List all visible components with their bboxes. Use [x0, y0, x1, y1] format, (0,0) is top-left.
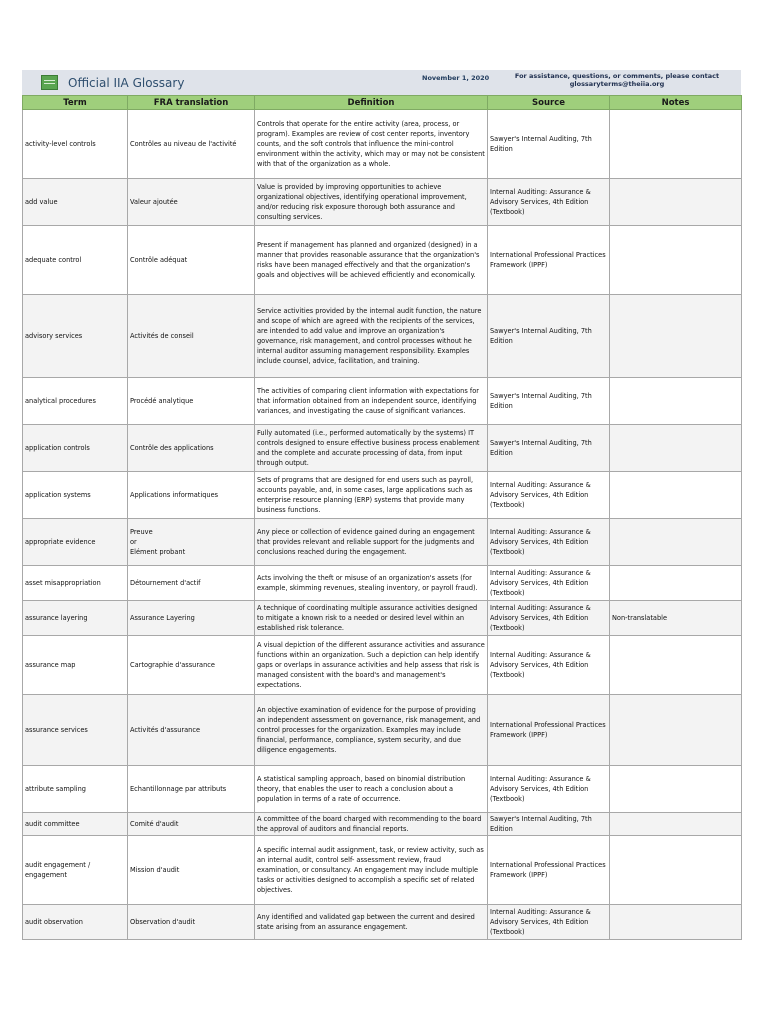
term-cell: analytical procedures: [23, 378, 128, 425]
contact-note: [492, 72, 742, 88]
definition-cell: Value is provided by improving opportunities to achieve organizational objectives, identifying operational improvement, and/or reducing risk exposure thorough both assurance and consulting services.: [255, 179, 488, 226]
fra-translation-cell: Contrôles au niveau de l'activité: [128, 110, 255, 179]
term-cell: audit engagement / engagement: [23, 836, 128, 905]
notes-cell: [610, 566, 742, 601]
source-cell: International Professional Practices Framework (IPPF): [488, 836, 610, 905]
notes-cell: [610, 766, 742, 813]
source-cell: Sawyer's Internal Auditing, 7th Edition: [488, 425, 610, 472]
document-date: November 1, 2020: [422, 74, 490, 82]
table-row: [23, 836, 742, 905]
contact-email[interactable]: glossaryterms@theiia.org: [569, 80, 665, 88]
definition-cell: A committee of the board charged with recommending to the board the approval of auditors and financial reports.: [255, 813, 488, 836]
source-cell: Sawyer's Internal Auditing, 7th Edition: [488, 813, 610, 836]
fra-translation-cell: Preuve or Elément probant: [128, 519, 255, 566]
table-row: [23, 519, 742, 566]
fra-translation-cell: Mission d'audit: [128, 836, 255, 905]
table-row: [23, 425, 742, 472]
glossary-sheet: [22, 70, 741, 940]
table-row: [23, 905, 742, 940]
fra-translation-cell: Contrôle adéquat: [128, 226, 255, 295]
term-cell: assurance services: [23, 695, 128, 766]
contact-line-1: For assistance, questions, or comments, please contact: [514, 72, 720, 80]
notes-cell: [610, 472, 742, 519]
definition-cell: A specific internal audit assignment, task, or review activity, such as an internal audit, control self- assessment review, fraud examination, or consultancy. An engagement may include multiple tasks or activities designed to accomplish a specific set of related objectives.: [255, 836, 488, 905]
title-bar: [22, 70, 741, 95]
glossary-table: [22, 95, 742, 940]
term-cell: application controls: [23, 425, 128, 472]
column-header-definition: Definition: [255, 96, 488, 110]
term-cell: add value: [23, 179, 128, 226]
table-row: [23, 813, 742, 836]
notes-cell: [610, 226, 742, 295]
term-cell: advisory services: [23, 295, 128, 378]
source-cell: Internal Auditing: Assurance & Advisory Services, 4th Edition (Textbook): [488, 179, 610, 226]
notes-cell: [610, 636, 742, 695]
column-header-source: Source: [488, 96, 610, 110]
fra-translation-cell: Détournement d'actif: [128, 566, 255, 601]
notes-cell: [610, 836, 742, 905]
source-cell: Sawyer's Internal Auditing, 7th Edition: [488, 378, 610, 425]
definition-cell: A visual depiction of the different assurance activities and assurance functions within an organization. Such a depiction can help identify gaps or overlaps in assurance activities and help assess that risk is managed consistent with the board's and management's expectations.: [255, 636, 488, 695]
source-cell: Internal Auditing: Assurance & Advisory Services, 4th Edition (Textbook): [488, 472, 610, 519]
table-row: [23, 566, 742, 601]
table-row: [23, 636, 742, 695]
source-cell: Internal Auditing: Assurance & Advisory Services, 4th Edition (Textbook): [488, 636, 610, 695]
notes-cell: [610, 905, 742, 940]
table-row: [23, 295, 742, 378]
table-row: [23, 378, 742, 425]
definition-cell: Any piece or collection of evidence gained during an engagement that provides relevant and reliable support for the judgments and conclusions reached during the engagement.: [255, 519, 488, 566]
term-cell: adequate control: [23, 226, 128, 295]
header-row: [23, 96, 742, 110]
definition-cell: Any identified and validated gap between the current and desired state arising from an assurance engagement.: [255, 905, 488, 940]
column-header-term: Term: [23, 96, 128, 110]
fra-translation-cell: Cartographie d'assurance: [128, 636, 255, 695]
term-cell: attribute sampling: [23, 766, 128, 813]
notes-cell: [610, 425, 742, 472]
fra-translation-cell: Contrôle des applications: [128, 425, 255, 472]
notes-cell: [610, 110, 742, 179]
source-cell: Internal Auditing: Assurance & Advisory Services, 4th Edition (Textbook): [488, 519, 610, 566]
table-row: [23, 601, 742, 636]
source-cell: Sawyer's Internal Auditing, 7th Edition: [488, 110, 610, 179]
table-row: [23, 766, 742, 813]
definition-cell: Fully automated (i.e., performed automatically by the systems) IT controls designed to ensure effective business process enablement and the complete and accurate processing of data, from input through output.: [255, 425, 488, 472]
source-cell: International Professional Practices Framework (IPPF): [488, 695, 610, 766]
fra-translation-cell: Applications informatiques: [128, 472, 255, 519]
definition-cell: Sets of programs that are designed for end users such as payroll, accounts payable, and, in some cases, large applications such as enterprise resource planning (ERP) systems that provide many business functions.: [255, 472, 488, 519]
definition-cell: A technique of coordinating multiple assurance activities designed to mitigate a known risk to a needed or desired level within an established risk tolerance.: [255, 601, 488, 636]
notes-cell: [610, 378, 742, 425]
term-cell: asset misappropriation: [23, 566, 128, 601]
term-cell: application systems: [23, 472, 128, 519]
source-cell: International Professional Practices Framework (IPPF): [488, 226, 610, 295]
definition-cell: The activities of comparing client information with expectations for that information obtained from an independent source, identifying variances, and investigating the cause of significant variances.: [255, 378, 488, 425]
fra-translation-cell: Assurance Layering: [128, 601, 255, 636]
notes-cell: [610, 695, 742, 766]
spreadsheet-logo-icon: [41, 75, 58, 90]
notes-cell: [610, 295, 742, 378]
fra-translation-cell: Observation d'audit: [128, 905, 255, 940]
source-cell: Internal Auditing: Assurance & Advisory Services, 4th Edition (Textbook): [488, 566, 610, 601]
table-row: [23, 110, 742, 179]
source-cell: Sawyer's Internal Auditing, 7th Edition: [488, 295, 610, 378]
notes-cell: [610, 813, 742, 836]
table-row: [23, 472, 742, 519]
notes-cell: [610, 519, 742, 566]
document-title: Official IIA Glossary: [68, 75, 185, 90]
term-cell: audit committee: [23, 813, 128, 836]
term-cell: assurance layering: [23, 601, 128, 636]
notes-cell: [610, 179, 742, 226]
fra-translation-cell: Activités d'assurance: [128, 695, 255, 766]
table-row: [23, 695, 742, 766]
source-cell: Internal Auditing: Assurance & Advisory Services, 4th Edition (Textbook): [488, 766, 610, 813]
source-cell: Internal Auditing: Assurance & Advisory Services, 4th Edition (Textbook): [488, 905, 610, 940]
fra-translation-cell: Activités de conseil: [128, 295, 255, 378]
definition-cell: A statistical sampling approach, based on binomial distribution theory, that enables the user to reach a conclusion about a population in terms of a rate of occurrence.: [255, 766, 488, 813]
table-row: [23, 179, 742, 226]
definition-cell: Service activities provided by the internal audit function, the nature and scope of which are agreed with the recipients of the services, are intended to add value and improve an organization's governance, risk management, and control processes without he internal auditor assuming management responsibility. Examples include counsel, advice, facilitation, and training.: [255, 295, 488, 378]
source-cell: Internal Auditing: Assurance & Advisory Services, 4th Edition (Textbook): [488, 601, 610, 636]
definition-cell: Acts involving the theft or misuse of an organization's assets (for example, skimming revenues, stealing inventory, or payroll fraud).: [255, 566, 488, 601]
definition-cell: Present if management has planned and organized (designed) in a manner that provides reasonable assurance that the organization's risks have been managed effectively and that the organization's goals and objectives will be achieved efficiently and economically.: [255, 226, 488, 295]
definition-cell: Controls that operate for the entire activity (area, process, or program). Examples are review of cost center reports, inventory counts, and the soft controls that influence the mini-control environment within the activity, which may or may not be consistent with that of the organization as a whole.: [255, 110, 488, 179]
definition-cell: An objective examination of evidence for the purpose of providing an independent assessment on governance, risk management, and control processes for the organization. Examples may include financial, performance, compliance, system security, and due diligence engagements.: [255, 695, 488, 766]
term-cell: appropriate evidence: [23, 519, 128, 566]
column-header-fra: FRA translation: [128, 96, 255, 110]
column-header-notes: Notes: [610, 96, 742, 110]
notes-cell: Non-translatable: [610, 601, 742, 636]
fra-translation-cell: Echantillonnage par attributs: [128, 766, 255, 813]
fra-translation-cell: Valeur ajoutée: [128, 179, 255, 226]
term-cell: audit observation: [23, 905, 128, 940]
term-cell: activity-level controls: [23, 110, 128, 179]
term-cell: assurance map: [23, 636, 128, 695]
fra-translation-cell: Procédé analytique: [128, 378, 255, 425]
table-row: [23, 226, 742, 295]
fra-translation-cell: Comité d'audit: [128, 813, 255, 836]
